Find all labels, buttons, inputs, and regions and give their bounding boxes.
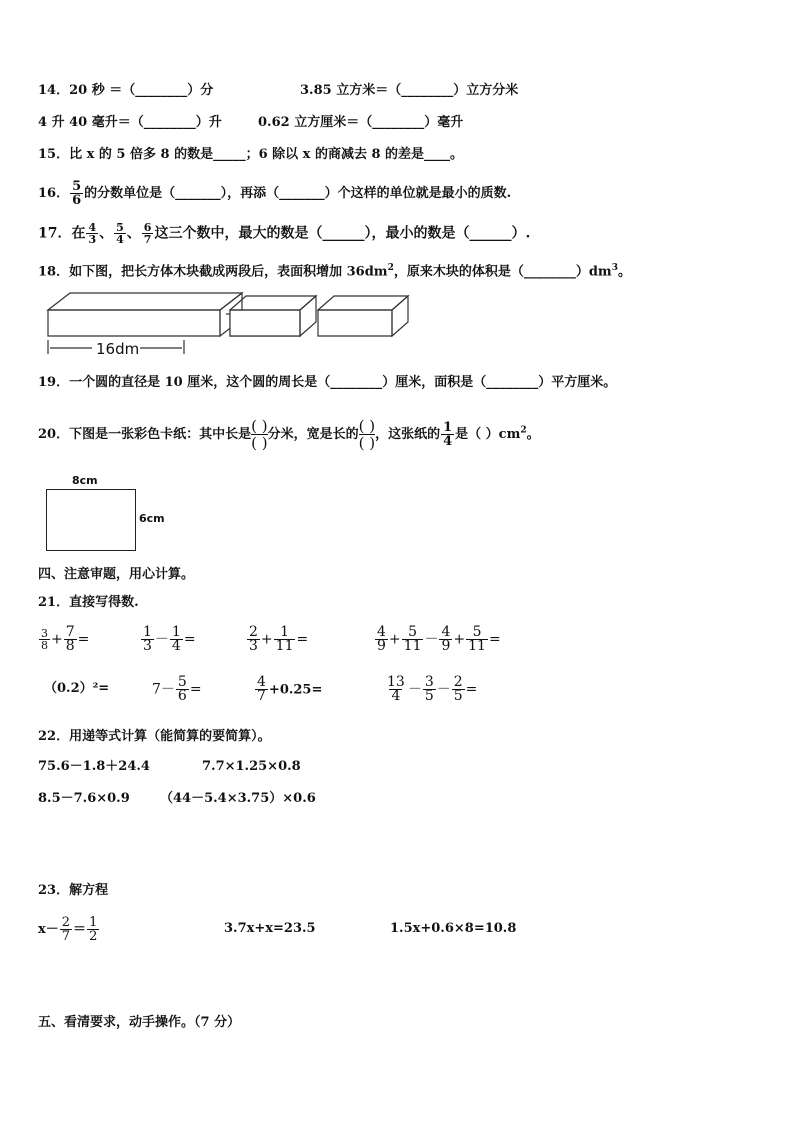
q15: 15．比 x 的 5 倍多 8 的数是_____；6 除以 x 的商减去 8 的差是____。 [38,147,464,162]
q23-b: 3.7x+x=23.5 [224,921,316,936]
q21-title: 21．直接写得数. [38,595,139,610]
q21-e4: $\frac{4}{9}$ + $\frac{5}{11}$ － $\frac{4}{9}$ + $\frac{5}{11}$ = [377,624,501,654]
section-5-title: 五、看清要求，动手操作。（7 分） [38,1015,241,1030]
q20-width-label: 8cm [72,474,98,487]
q22-a: 75.6－1.8＋24.4 [38,759,150,774]
q21-e5: （0.2）²= [44,681,110,696]
q21-e1: $\frac{3}{8}$ + $\frac{7}{8}$ = [41,624,90,654]
q14-d: 0.62 立方厘米＝（________）毫升 [258,115,464,130]
q21-e3: $\frac{2}{3}$ + $\frac{1}{11}$ = [249,624,309,654]
q21-e8: $\frac{13}{4}$ － $\frac{3}{5}$ － $\frac{2}{5}$ = [387,674,478,704]
q14-c: 4 升 40 毫升＝（________）升 [38,115,222,130]
q19: 19．一个圆的直径是 10 厘米，这个圆的周长是（________）厘米，面积是（________）平方厘米。 [38,375,617,390]
q17: 17．在 $\frac{4}{3}$ 、 $\frac{5}{4}$ 、 $\frac{6}{7}$ 这三个数中，最大的数是（______），最小的数是（______）. [38,221,531,246]
q18-dim-label: 16dm [96,340,140,358]
q20: 20．下图是一张彩色卡纸：其中长是 ( ) ( ) 分米，宽是长的 ( ) ( ) ，这张纸的 $\frac{1}{4}$ 是（ ）$cm^2$。 [38,417,540,452]
q16: 16． $\frac{5}{6}$ 的分数单位是（_______），再添（_______）个这样的单位就是最小的质数. [38,179,512,208]
q23-a: x－ $\frac{2}{7}$ ＝ $\frac{1}{2}$ [38,915,98,944]
q23-c: 1.5x+0.6×8=10.8 [390,921,517,936]
q18: 18．如下图，把长方体木块截成两段后，表面积增加 $36dm^2$，原来木块的体积是$(\_\_\_\_\_\_\_\_)dm^3$。 [38,263,631,280]
q23-title: 23．解方程 [38,883,109,898]
q22-title: 22．用递等式计算（能简算的要简算）。 [38,729,271,744]
q14-b: 3.85 立方米＝（________）立方分米 [300,83,519,98]
q21-e6: 7－ $\frac{5}{6}$ = [152,674,202,704]
q22-b: 7.7×1.25×0.8 [202,759,301,774]
q20-height-label: 6cm [139,512,165,525]
q22-c: 8.5－7.6×0.9 [38,791,130,806]
q22-d: （44－5.4×3.75）×0.6 [160,791,316,806]
q14-a: 14．20 秒 ＝（________）分 [38,83,214,98]
q20-rectangle [46,489,136,551]
q21-e2: $\frac{1}{3}$ － $\frac{1}{4}$ = [143,624,196,654]
q21-e7: $\frac{4}{7}$ +0.25= [257,674,323,704]
section-4-title: 四、注意审题，用心计算。 [38,567,195,582]
